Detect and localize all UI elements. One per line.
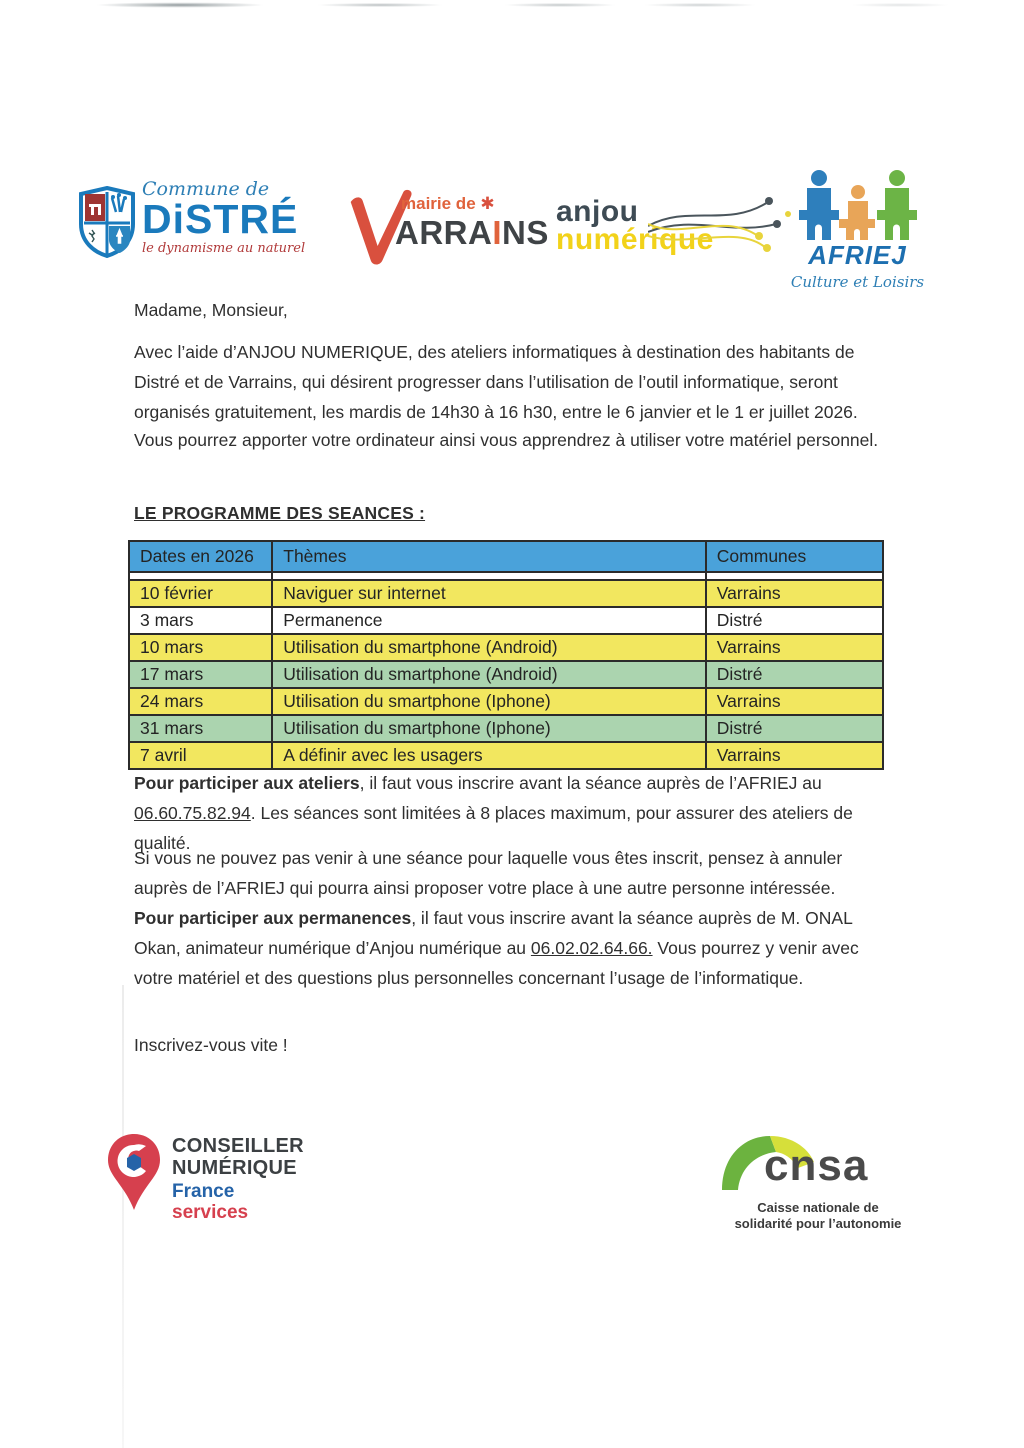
closing-line: Inscrivez-vous vite !	[134, 1035, 288, 1055]
cell-commune: Varrains	[706, 742, 883, 769]
salutation: Madame, Monsieur,	[134, 300, 288, 320]
table-row	[129, 715, 883, 742]
varrains-name: ARRAINS	[395, 214, 549, 251]
cell-date: 31 mars	[129, 715, 272, 742]
table-row	[129, 661, 883, 688]
anjou-word: anjou	[556, 195, 639, 228]
cell-commune: Distré	[706, 607, 883, 634]
cell-theme: Naviguer sur internet	[272, 580, 706, 607]
cell-date: 10 février	[129, 580, 272, 607]
afriej-phone-number: 06.60.75.82.94	[134, 803, 251, 824]
distre-tagline: le dynamisme au naturel	[142, 240, 306, 256]
distre-name: DiSTRÉ	[142, 196, 299, 242]
cell-commune: Distré	[706, 715, 883, 742]
anjou-phone-number: 06.02.02.64.66.	[530, 938, 653, 959]
cell-theme: Utilisation du smartphone (Android)	[272, 661, 706, 688]
column-header-0: Dates en 2026	[129, 541, 272, 572]
section-title-programme: LE PROGRAMME DES SEANCES :	[134, 503, 426, 523]
cn-line1: CONSEILLER NUMÉRIQUE	[172, 1135, 304, 1179]
cell-commune: Varrains	[706, 580, 883, 607]
paragraph-annulation: Si vous ne pouvez pas venir à une séance pour laquelle vous êtes inscrit, pensez à annuler auprès de l’AFRIEJ qui pourra ainsi proposer votre place à une autre personne intéressée.	[134, 848, 843, 899]
distre-wordmark	[142, 178, 352, 256]
paragraph-bring-computer: Vous pourrez apporter votre ordinateur ainsi vous apprendrez à utiliser votre matériel personnel.	[134, 430, 879, 450]
cn-france: France	[172, 1181, 235, 1202]
afriej-name: AFRIEJ	[808, 240, 907, 270]
anjou-network-lines-icon	[648, 184, 798, 264]
table-row	[129, 688, 883, 715]
logo-cnsa	[718, 1128, 918, 1238]
table-row	[129, 634, 883, 661]
cn-services: services	[172, 1201, 249, 1223]
column-header-1: Thèmes	[272, 541, 706, 572]
cell-commune: Varrains	[706, 634, 883, 661]
table-artifact-row	[129, 572, 883, 580]
cell-theme: Utilisation du smartphone (Android)	[272, 634, 706, 661]
cell-date: 3 mars	[129, 607, 272, 634]
cell-theme: A définir avec les usagers	[272, 742, 706, 769]
table-header-row	[129, 541, 883, 572]
header-logos	[78, 170, 938, 300]
cell-date: 17 mars	[129, 661, 272, 688]
distre-commune-label: Commune de	[142, 178, 270, 200]
distre-shield-icon	[78, 186, 136, 258]
logo-conseiller-numerique	[104, 1132, 364, 1242]
cnsa-name: cnsa	[764, 1141, 869, 1190]
paragraph-intro: Avec l’aide d’ANJOU NUMERIQUE, des ateliers informatiques à destination des habitants de Distré et de Varrains, qui désirent progresser dans l’utilisation de l’outil informatique, seront organisés gratuitement, les mardis de 14h30 à 16 h30, entre le 6 janvier et le 1 er juillet 2026.	[134, 342, 858, 423]
program-table	[128, 540, 884, 770]
cell-commune: Distré	[706, 661, 883, 688]
permanences-bold-lead: Pour participer aux permanences	[134, 908, 412, 928]
cell-theme: Utilisation du smartphone (Iphone)	[272, 715, 706, 742]
afriej-subtitle: Culture et Loisirs	[790, 273, 925, 291]
logo-afriej	[790, 170, 925, 300]
numerique-word: numérique	[556, 223, 714, 256]
cell-date: 7 avril	[129, 742, 272, 769]
conseiller-numerique-pin-icon	[104, 1132, 164, 1214]
logo-anjou-numerique	[556, 195, 786, 268]
cell-commune: Varrains	[706, 688, 883, 715]
program-table-container	[128, 540, 884, 770]
logo-mairie-varrains	[343, 188, 553, 268]
cell-theme: Utilisation du smartphone (Iphone)	[272, 688, 706, 715]
cell-date: 10 mars	[129, 634, 272, 661]
varrains-star-icon: ✱	[480, 194, 495, 213]
ateliers-bold-lead: Pour participer aux ateliers	[134, 773, 360, 793]
column-header-2: Communes	[706, 541, 883, 572]
afriej-puzzle-people-icon	[797, 170, 919, 242]
paragraph-ateliers: Pour participer aux ateliers, il faut vous inscrire avant la séance auprès de l’AFRIEJ au 06.60.75.82.94. Les séances sont limitées à 8 places maximum, pour assurer des ateliers de qualité.	[134, 773, 853, 854]
cnsa-subtitle: Caisse nationale de solidarité pour l’autonomie	[734, 1200, 902, 1232]
table-row	[129, 580, 883, 607]
paragraph-permanences: Pour participer aux permanences, il faut vous inscrire avant la séance auprès de M. ONAL Okan, animateur numérique d’Anjou numérique au 06.02.02.64.66. Vous pourrez y venir avec votre matériel et des questions plus personnelles concernant l’usage de l’informatique.	[134, 908, 859, 989]
cell-theme: Permanence	[272, 607, 706, 634]
table-row	[129, 607, 883, 634]
cell-date: 24 mars	[129, 688, 272, 715]
scan-artifact-top	[0, 2, 1024, 10]
table-row	[129, 742, 883, 769]
conseiller-numerique-wordmark	[172, 1135, 304, 1224]
varrains-mairie-label: mairie de ✱	[401, 194, 495, 213]
